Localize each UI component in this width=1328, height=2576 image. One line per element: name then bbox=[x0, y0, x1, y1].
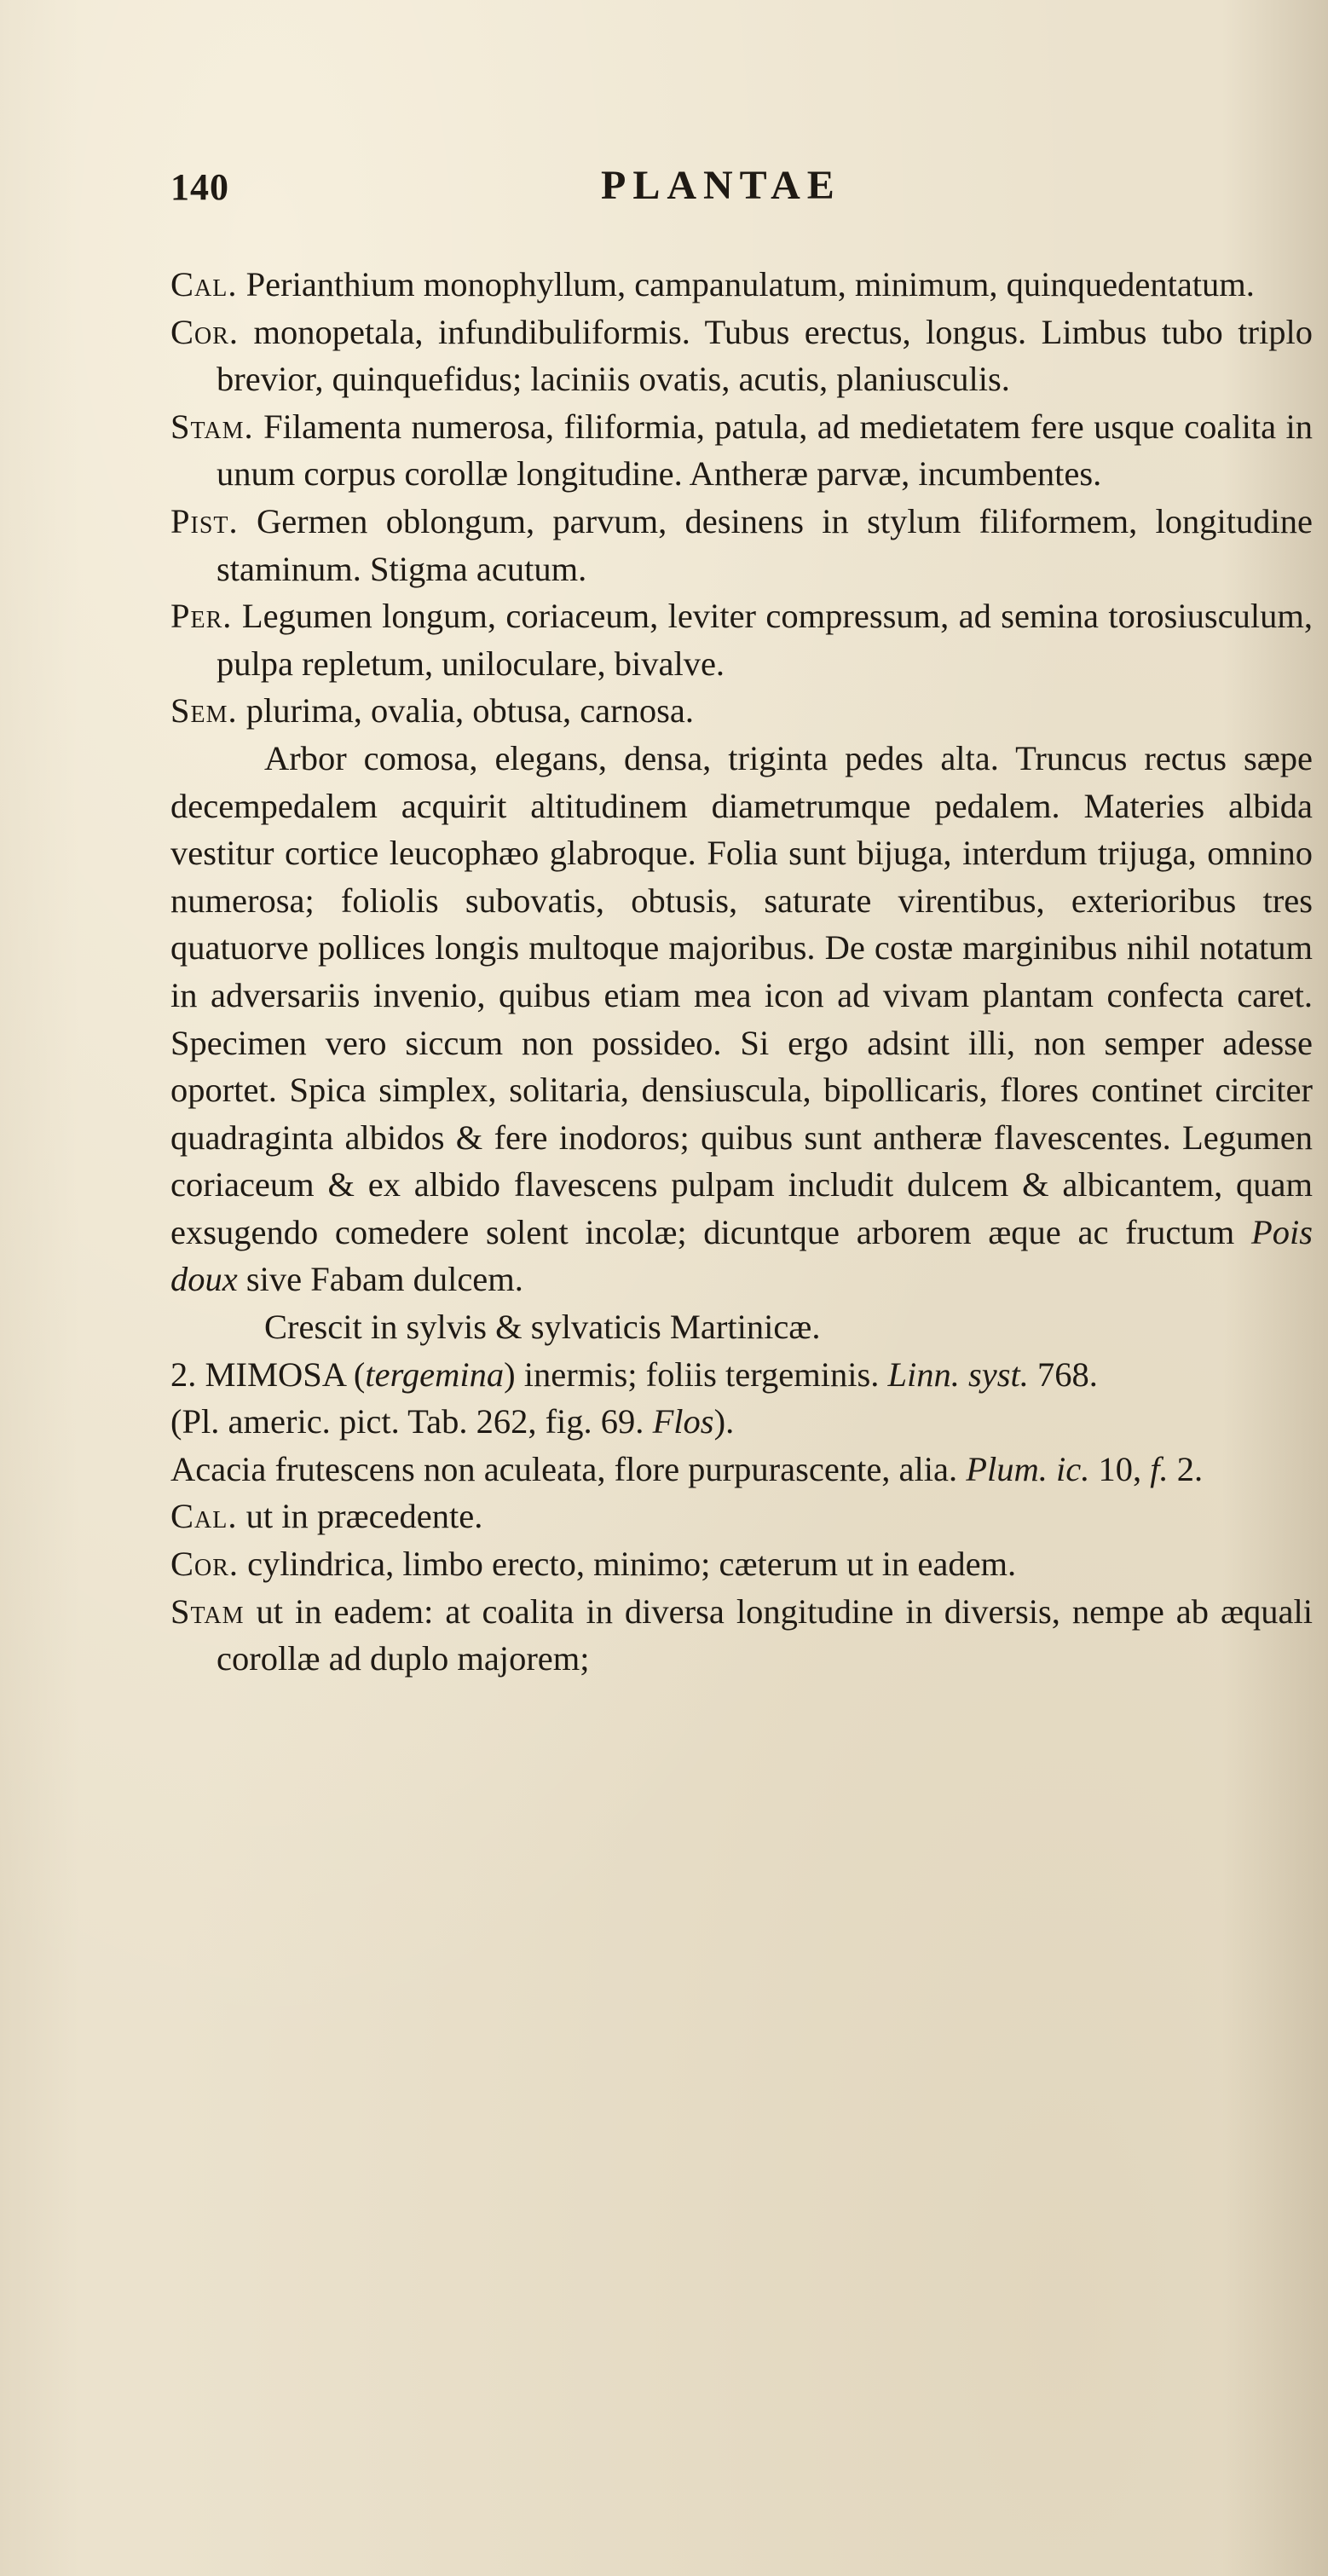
description2-stam bbox=[170, 1588, 1313, 1683]
entry-text: Germen oblongum, parvum, desinens in stylum filiformem, longitudine staminum. Stigma acutum. bbox=[217, 501, 1313, 588]
entry-label: Cal. bbox=[170, 265, 238, 303]
book-page bbox=[170, 162, 1313, 1683]
diagnosis-text: inermis; foliis tergeminis. bbox=[515, 1354, 888, 1394]
species-name: tergemina bbox=[365, 1354, 505, 1394]
description-pist bbox=[170, 498, 1313, 592]
description-per bbox=[170, 592, 1313, 687]
entry-number: 2. bbox=[170, 1354, 205, 1394]
entry-text: ut in eadem: at coalita in diversa longitudine in diversis, nempe ab æquali corollæ ad duplo majorem; bbox=[217, 1591, 1313, 1678]
synonym-acacia bbox=[170, 1446, 1313, 1493]
description-cor bbox=[170, 309, 1313, 403]
entry-text: cylindrica, limbo erecto, minimo; cæterum ut in eadem. bbox=[239, 1545, 1017, 1584]
species-entry-mimosa bbox=[170, 1351, 1313, 1399]
paragraph-habitat bbox=[170, 1303, 1313, 1351]
description-cal bbox=[170, 261, 1313, 309]
page-body bbox=[170, 261, 1313, 1683]
entry-text: monopetala, infundibuliformis. Tubus erectus, longus. Limbus tubo triplo brevior, quinquefidus; laciniis ovatis, acutis, planiusculis. bbox=[217, 312, 1313, 399]
description-sem bbox=[170, 687, 1313, 735]
synonym-end2: 2. bbox=[1168, 1449, 1204, 1488]
reference-italic: Flos bbox=[652, 1402, 714, 1441]
entry-text: plurima, ovalia, obtusa, carnosa. bbox=[237, 691, 694, 731]
paragraph-text-end: sive Fabam dulcem. bbox=[237, 1260, 523, 1299]
synonym-text: Acacia frutescens non aculeata, flore purpurascente, alia. bbox=[170, 1449, 967, 1488]
synonym-figure: f. bbox=[1150, 1449, 1169, 1488]
page-number: 140 bbox=[170, 166, 229, 208]
entry-label: Cor. bbox=[170, 312, 240, 351]
entry-label: Cal. bbox=[170, 1497, 238, 1536]
entry-label: Stam bbox=[170, 1591, 245, 1631]
entry-label: Cor. bbox=[170, 1545, 240, 1584]
description2-cor bbox=[170, 1540, 1313, 1588]
entry-label: Per. bbox=[170, 597, 233, 636]
description2-cal bbox=[170, 1493, 1313, 1540]
paragraph-text: Crescit in sylvis & sylvaticis Martinicæ. bbox=[264, 1308, 821, 1347]
paren-close: ) bbox=[504, 1354, 516, 1394]
entry-text: Filamenta numerosa, filiformia, patula, ad medietatem fere usque coalita in unum corpus corollæ longitudine. Antheræ parvæ, incumbentes. bbox=[217, 407, 1313, 494]
genus-name: MIMOSA bbox=[205, 1354, 354, 1394]
description-stam bbox=[170, 403, 1313, 498]
paragraph-italic-name: Pois doux bbox=[170, 1212, 1313, 1299]
reference-plumier bbox=[170, 1398, 1313, 1446]
paragraph-arbor bbox=[170, 735, 1313, 1303]
entry-text: Legumen longum, coriaceum, leviter compressum, ad semina torosiusculum, pulpa repletum, uniloculare, bivalve. bbox=[217, 597, 1313, 683]
entry-text: ut in præcedente. bbox=[237, 1497, 483, 1536]
reference-end: ). bbox=[713, 1402, 735, 1441]
reference-author: Linn. syst. bbox=[887, 1354, 1029, 1394]
entry-text: Perianthium monophyllum, campanulatum, minimum, quinquedentatum. bbox=[237, 265, 1255, 303]
paren-open: ( bbox=[353, 1354, 366, 1394]
reference-text: (Pl. americ. pict. Tab. 262, fig. 69. bbox=[170, 1402, 653, 1441]
running-head: PLANTAE bbox=[601, 163, 841, 208]
reference-page: 768. bbox=[1028, 1354, 1098, 1394]
synonym-end: 10, bbox=[1089, 1449, 1151, 1488]
synonym-reference: Plum. ic. bbox=[966, 1449, 1090, 1488]
entry-label: Stam. bbox=[170, 407, 254, 446]
paragraph-text: Arbor comosa, elegans, densa, triginta pedes alta. Truncus rectus sæpe decempedalem acquirit altitudinem diametrumque pedalem. Materies albida vestitur cortice leucophæo glabroque. Folia sunt bijuga, interdum trijuga, omnino numerosa; foliolis subovatis, obtusis, saturate virentibus, exterioribus tres quatuorve pollices longis multoque majoribus. De costæ marginibus nihil notatum in adversariis invenio, quibus etiam mea icon ad vivam plantam confecta caret. Specimen vero siccum non possideo. Si ergo adsint illi, non semper adesse oportet. Spica simplex, solitaria, densiuscula, bipollicaris, flores continet circiter quadraginta albidos & fere inodoros; quibus sunt antheræ flavescentes. Legumen coriaceum & ex albido flavescens pulpam includit dulcem & albicantem, quam exsugendo comedere solent incolæ; dicuntque arborem æque ac fructum bbox=[170, 738, 1313, 1251]
page-header bbox=[170, 162, 1313, 230]
entry-label: Pist. bbox=[170, 501, 239, 540]
entry-label: Sem. bbox=[170, 691, 238, 731]
